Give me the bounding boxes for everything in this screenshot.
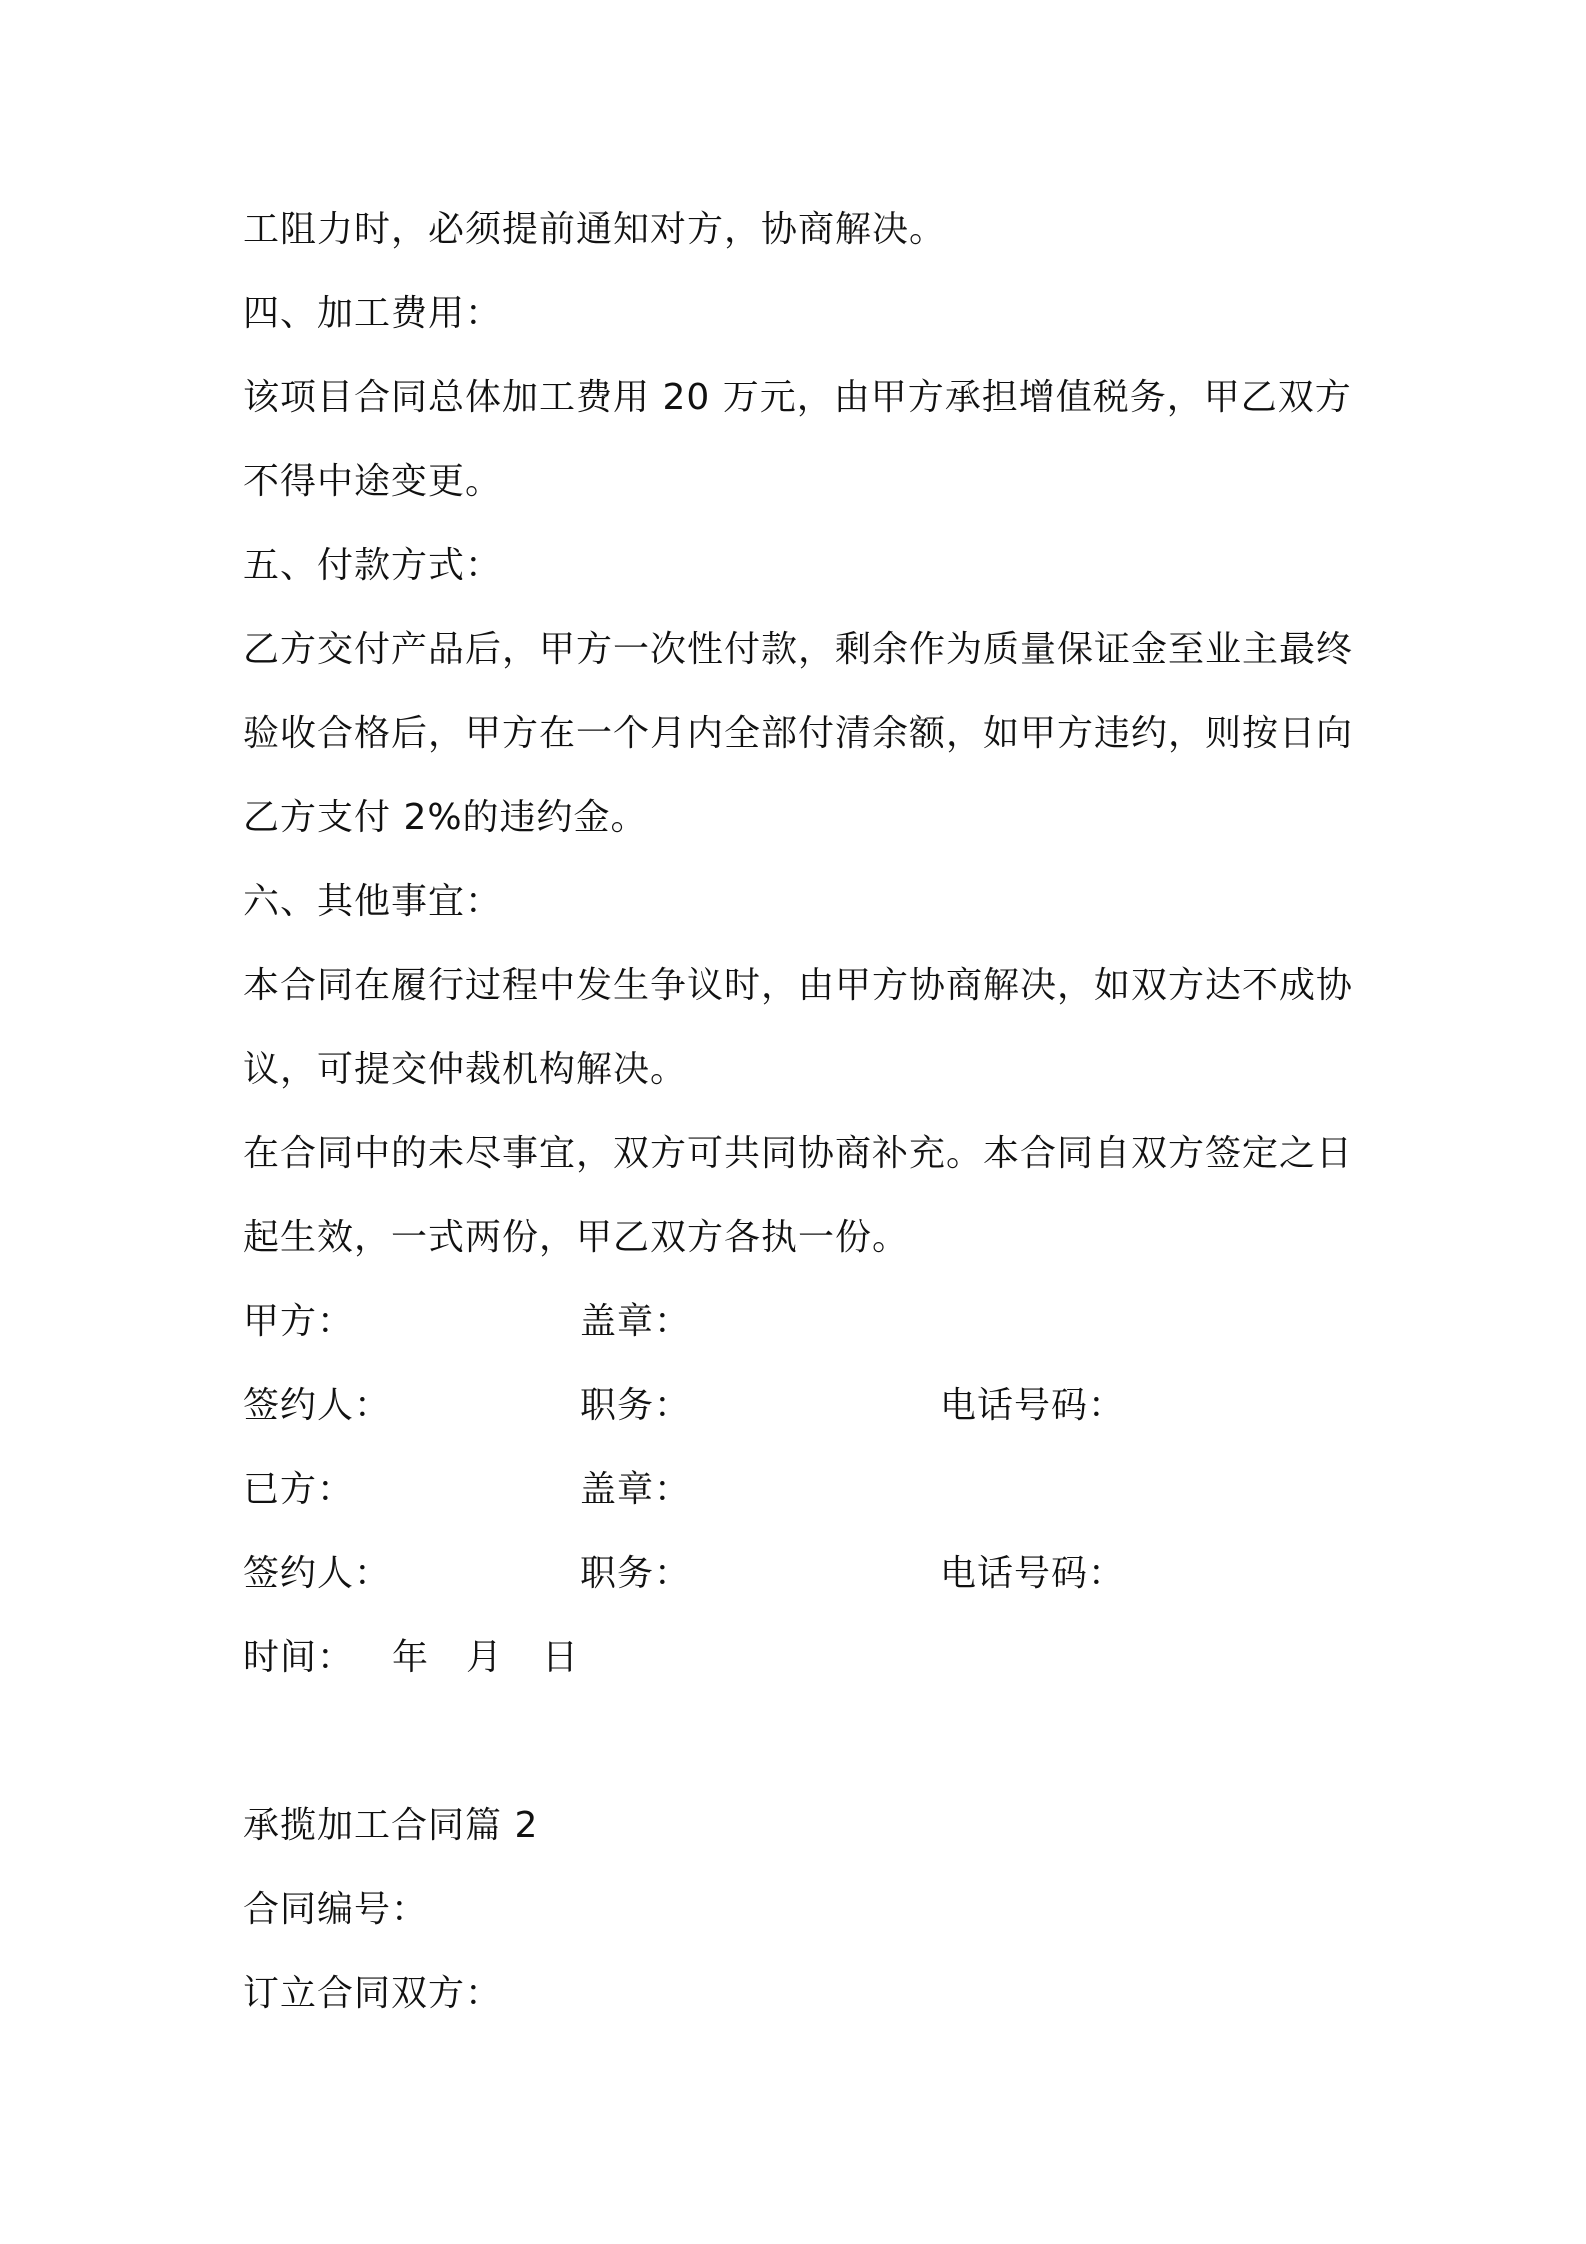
paragraph-line: 验收合格后，甲方在一个月内全部付清余额，如甲方违约，则按日向: [243, 713, 1354, 754]
paragraph-line: 乙方交付产品后，甲方一次性付款，剩余作为质量保证金至业主最终: [243, 629, 1354, 670]
party-b-position-label: 职务：: [580, 1553, 692, 1594]
paragraph-line: 不得中途变更。: [243, 461, 503, 502]
contract-number-label: 合同编号：: [243, 1889, 429, 1930]
paragraph-line: 起生效，一式两份，甲乙双方各执一份。: [243, 1217, 910, 1258]
party-a-seal-label: 盖章：: [580, 1301, 692, 1342]
paragraph-line: 乙方支付 2%的违约金。: [243, 797, 648, 838]
time-day: 日: [542, 1637, 580, 1678]
party-b-seal-label: 盖章：: [580, 1469, 692, 1510]
next-contract-title: 承揽加工合同篇 2: [243, 1805, 539, 1846]
party-a-phone-label: 电话号码：: [940, 1385, 1126, 1426]
party-b-signer-label: 签约人：: [243, 1553, 392, 1594]
paragraph-line: 在合同中的未尽事宜，双方可共同协商补充。本合同自双方签定之日: [243, 1133, 1354, 1174]
party-b-phone-label: 电话号码：: [940, 1553, 1126, 1594]
party-b-label: 已方：: [243, 1469, 355, 1510]
paragraph-line: 该项目合同总体加工费用 20 万元，由甲方承担增值税务，甲乙双方: [243, 377, 1352, 418]
paragraph-line: 工阻力时，必须提前通知对方，协商解决。: [243, 209, 947, 250]
party-a-signer-label: 签约人：: [243, 1385, 392, 1426]
party-a-label: 甲方：: [243, 1301, 355, 1342]
section-heading-payment: 五、付款方式：: [243, 545, 503, 586]
section-heading-fees: 四、加工费用：: [243, 293, 503, 334]
section-heading-other: 六、其他事宜：: [243, 881, 503, 922]
paragraph-line: 本合同在履行过程中发生争议时，由甲方协商解决，如双方达不成协: [243, 965, 1354, 1006]
party-a-position-label: 职务：: [580, 1385, 692, 1426]
time-month: 月: [466, 1637, 504, 1678]
contract-parties-label: 订立合同双方：: [243, 1973, 503, 2014]
paragraph-line: 议，可提交仲裁机构解决。: [243, 1049, 688, 1090]
time-year: 年: [392, 1637, 430, 1678]
time-label: 时间：: [243, 1637, 355, 1678]
